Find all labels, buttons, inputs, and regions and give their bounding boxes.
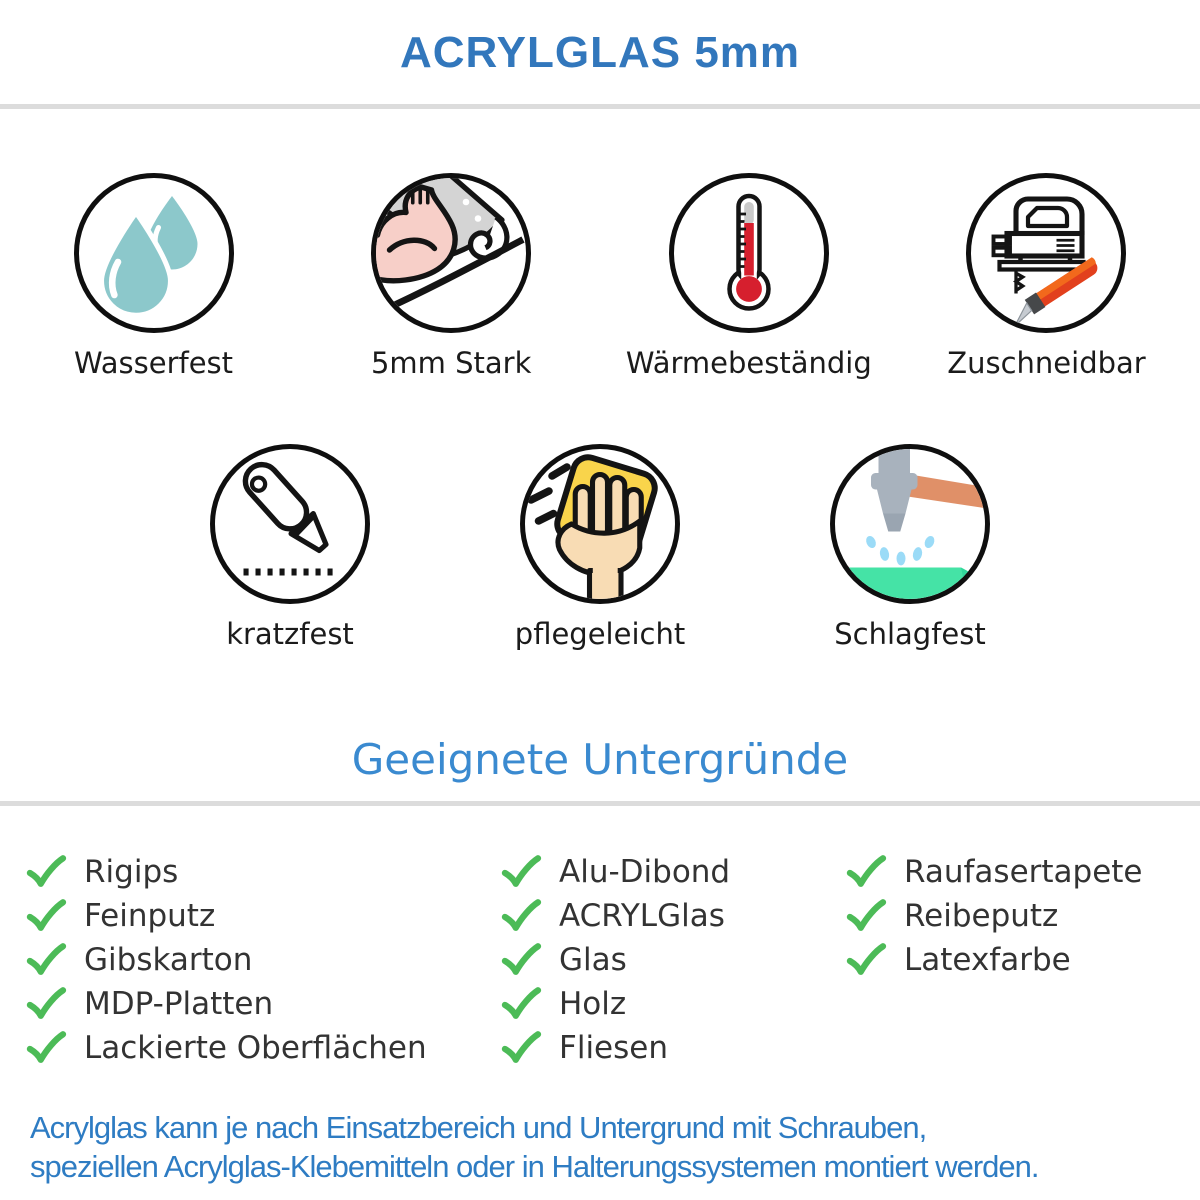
feature-wasserfest (10, 173, 297, 380)
check-icon (500, 899, 542, 933)
check-icon (500, 855, 542, 889)
section-divider (0, 104, 1200, 109)
mounting-note (30, 1108, 1200, 1186)
feature-label: Wasserfest (73, 346, 234, 380)
check-icon (845, 943, 887, 977)
list-item-label: Latexfarbe (904, 942, 1071, 978)
subsurfaces-column-2 (500, 850, 845, 1070)
mounting-note-line-1: Acrylglas kann je nach Einsatzbereich und Untergrund mit Schrauben, (30, 1110, 927, 1145)
feature-label: Wärmebeständig (625, 346, 872, 380)
check-icon (845, 855, 887, 889)
list-item (845, 850, 1185, 894)
list-item (500, 982, 845, 1026)
list-item (25, 1026, 500, 1070)
list-item-label: MDP-Platten (84, 986, 274, 1022)
flexed-bicep-icon (376, 178, 526, 328)
feature-waermebestaendig (605, 173, 892, 380)
list-item-label: Holz (559, 986, 627, 1022)
subsurfaces-column-1 (25, 850, 500, 1070)
list-item (25, 982, 500, 1026)
feature-circle (966, 173, 1126, 333)
water-drops-icon (79, 178, 229, 328)
feature-label: Schlagfest (834, 617, 986, 651)
list-item-label: Fliesen (559, 1030, 668, 1066)
list-item (500, 938, 845, 982)
section-divider (0, 801, 1200, 806)
check-icon (500, 1031, 542, 1065)
feature-row-1 (0, 173, 1200, 380)
list-item (25, 850, 500, 894)
list-item-label: Alu-Dibond (559, 854, 731, 890)
list-item-label: Lackierte Oberflächen (84, 1030, 427, 1066)
feature-label: Zuschneidbar (947, 346, 1146, 380)
check-icon (25, 855, 67, 889)
list-item-label: Raufasertapete (904, 854, 1143, 890)
cleaning-hand-icon (525, 449, 675, 599)
feature-zuschneidbar (903, 173, 1190, 380)
feature-row-2 (0, 444, 1200, 651)
feature-label: 5mm Stark (370, 346, 532, 380)
list-item (845, 894, 1185, 938)
feature-label: kratzfest (226, 617, 354, 651)
feature-schlagfest (760, 444, 1060, 651)
feature-pflegeleicht (450, 444, 750, 651)
list-item-label: Glas (559, 942, 627, 978)
check-icon (25, 899, 67, 933)
list-item-label: Rigips (84, 854, 179, 890)
check-icon (845, 899, 887, 933)
feature-kratzfest (140, 444, 440, 651)
list-item (500, 894, 845, 938)
hammer-impact-icon (835, 449, 985, 599)
feature-5mm-stark (308, 173, 595, 380)
check-icon (500, 943, 542, 977)
list-item (845, 938, 1185, 982)
check-icon (500, 987, 542, 1021)
list-item-label: Reibeputz (904, 898, 1059, 934)
list-item-label: Gibskarton (84, 942, 253, 978)
subsurfaces-column-3 (845, 850, 1185, 1070)
mounting-note-line-2: speziellen Acrylglas-Klebemitteln oder in Halterungssystemen montiert werden. (30, 1149, 1039, 1184)
feature-circle (830, 444, 990, 604)
feature-circle (669, 173, 829, 333)
thermometer-icon (674, 178, 824, 328)
check-icon (25, 987, 67, 1021)
list-item (500, 1026, 845, 1070)
page-title: ACRYLGLAS 5mm (399, 28, 801, 77)
feature-circle (371, 173, 531, 333)
subsurfaces-heading: Geeignete Untergründe (351, 735, 849, 784)
list-item-label: ACRYLGlas (559, 898, 725, 934)
feature-circle (210, 444, 370, 604)
list-item (25, 938, 500, 982)
list-item-label: Feinputz (84, 898, 216, 934)
subsurfaces-lists (0, 850, 1200, 1070)
utility-knife-icon (215, 449, 365, 599)
list-item (500, 850, 845, 894)
check-icon (25, 943, 67, 977)
jigsaw-cutter-icon (971, 178, 1121, 328)
feature-label: pflegeleicht (514, 617, 686, 651)
check-icon (25, 1031, 67, 1065)
feature-circle (74, 173, 234, 333)
feature-circle (520, 444, 680, 604)
list-item (25, 894, 500, 938)
